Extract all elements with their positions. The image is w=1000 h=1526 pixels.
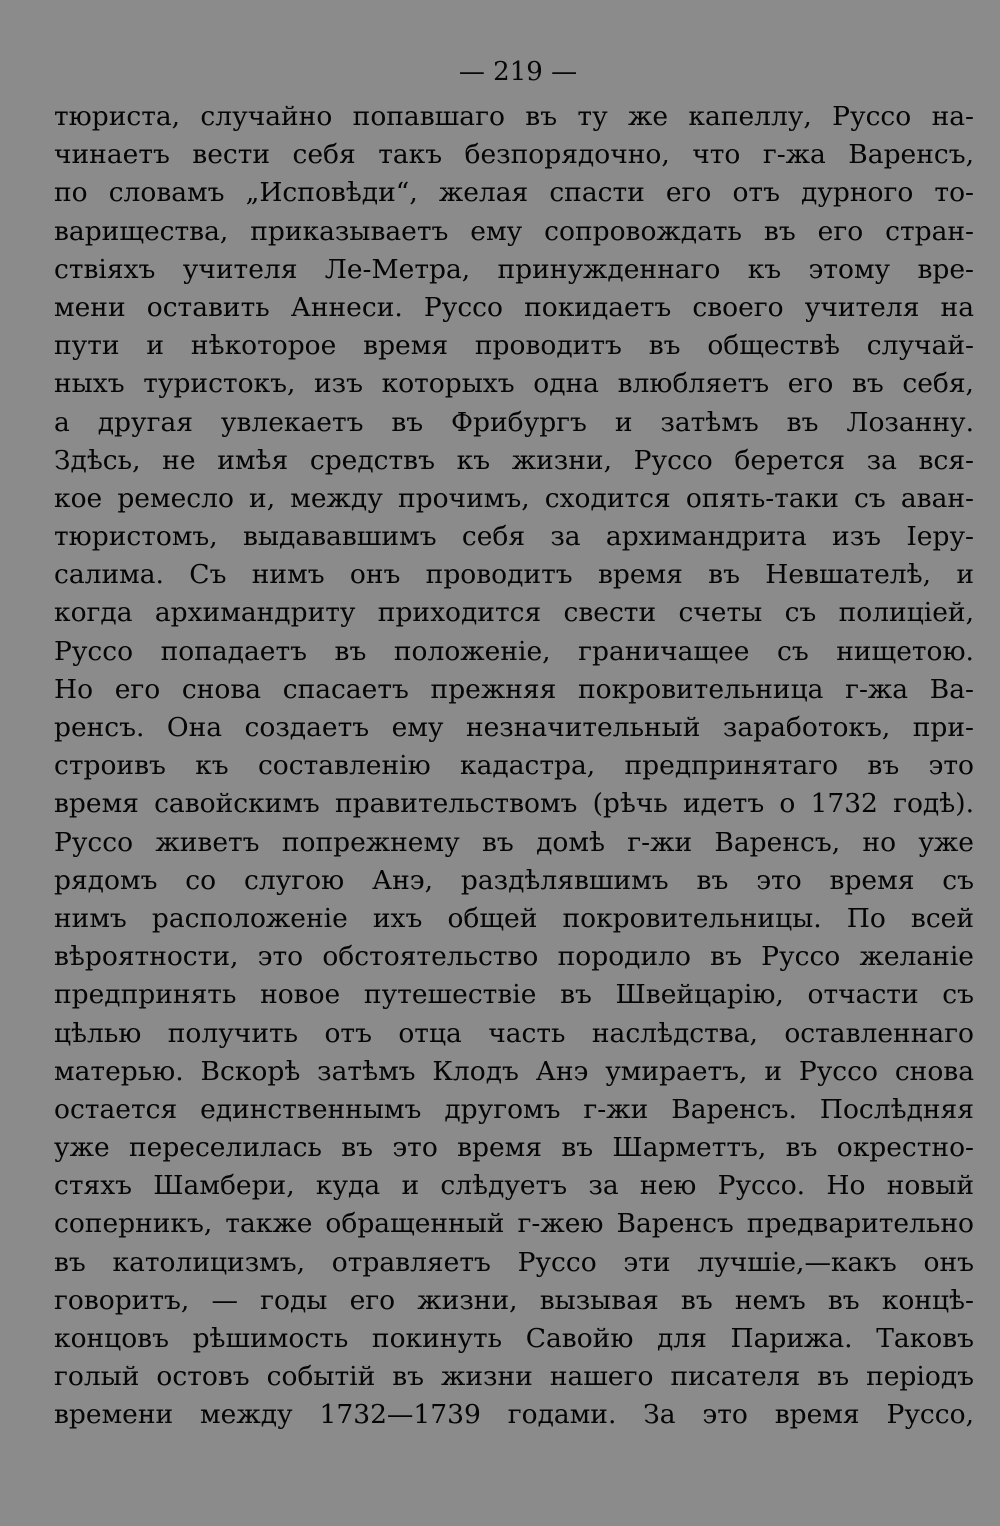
- text-line: концовъ рѣшимость покинуть Савойю для Парижа. Таковъ: [54, 1323, 974, 1354]
- text-line: варищества, приказываетъ ему сопровождать въ его стран-: [54, 215, 974, 247]
- text-line: говоритъ, — годы его жизни, вызывая въ немъ въ концѣ-: [54, 1284, 974, 1316]
- text-line: тюриста, случайно попавшаго въ ту же капеллу, Руссо на-: [54, 101, 974, 132]
- text-line: въ католицизмъ, отравляетъ Руссо эти лучшіе,—какъ онъ: [54, 1246, 974, 1278]
- text-line: нимъ расположеніе ихъ общей покровительницы. По всей: [54, 902, 974, 934]
- text-line: тюристомъ, выдававшимъ себя за архимандрита изъ Іеру-: [54, 521, 974, 553]
- text-line: ренсъ. Она создаетъ ему незначительный заработокъ, при-: [54, 712, 974, 743]
- text-line: уже переселилась въ это время въ Шарметтъ, въ окрестно-: [54, 1132, 974, 1164]
- text-line: предпринять новое путешествіе въ Швейцарію, отчасти съ: [54, 979, 974, 1011]
- text-line: пути и нѣкоторое время проводитъ въ обществѣ случай-: [54, 330, 974, 362]
- text-line: мени оставить Аннеси. Руссо покидаетъ своего учителя на: [54, 291, 974, 323]
- text-line: ствіяхъ учителя Ле-Метра, принужденнаго къ этому вре-: [54, 253, 974, 285]
- text-line: по словамъ „Исповѣди“, желая спасти его отъ дурного то-: [54, 177, 974, 209]
- text-line: матерью. Вскорѣ затѣмъ Клодъ Анэ умираетъ, и Руссо снова: [54, 1055, 974, 1087]
- text-line: цѣлью получить отъ отца часть наслѣдства, оставленнаго: [54, 1017, 974, 1049]
- page-number: — 219 —: [458, 57, 578, 87]
- body-text: [54, 98, 974, 1435]
- text-line: Здѣсь, не имѣя средствъ къ жизни, Руссо берется за вся-: [54, 444, 974, 476]
- text-line: а другая увлекаетъ въ Фрибургъ и затѣмъ въ Лозанну.: [54, 406, 974, 438]
- text-line: вѣроятности, это обстоятельство породило въ Руссо желаніе: [54, 941, 974, 973]
- text-line: время савойскимъ правительствомъ (рѣчь идетъ о 1732 годѣ).: [54, 788, 974, 820]
- text-line: Руссо живетъ попрежнему въ домѣ г-жи Варенсъ, но уже: [54, 826, 974, 858]
- text-line: когда архимандриту приходится свести счеты съ полиціей,: [54, 597, 974, 629]
- text-line: стяхъ Шамбери, куда и слѣдуетъ за нею Руссо. Но новый: [54, 1170, 974, 1202]
- text-line: строивъ къ составленію кадастра, предпринятаго въ это: [54, 750, 974, 782]
- text-line: голый остовъ событій въ жизни нашего писателя въ періодъ: [54, 1361, 974, 1393]
- text-line: кое ремесло и, между прочимъ, сходится опять-таки съ аван-: [54, 482, 974, 514]
- text-line: ныхъ туристокъ, изъ которыхъ одна влюбляетъ его въ себя,: [54, 368, 974, 400]
- text-line: Руссо попадаетъ въ положеніе, граничащее съ нищетою.: [54, 635, 974, 667]
- text-line: соперникъ, также обращенный г-жею Варенсъ предварительно: [54, 1208, 974, 1240]
- text-line: чинаетъ вести себя такъ безпорядочно, что г-жа Варенсъ,: [54, 139, 974, 171]
- text-line: салима. Съ нимъ онъ проводитъ время въ Невшателѣ, и: [54, 559, 974, 591]
- text-line: рядомъ со слугою Анэ, раздѣлявшимъ въ это время съ: [54, 864, 974, 896]
- text-line: Но его снова спасаетъ прежняя покровительница г-жа Ва-: [54, 673, 974, 705]
- text-line: остается единственнымъ другомъ г-жи Варенсъ. Послѣдняя: [54, 1093, 974, 1125]
- text-line: времени между 1732—1739 годами. За это время Руссо,: [54, 1399, 974, 1431]
